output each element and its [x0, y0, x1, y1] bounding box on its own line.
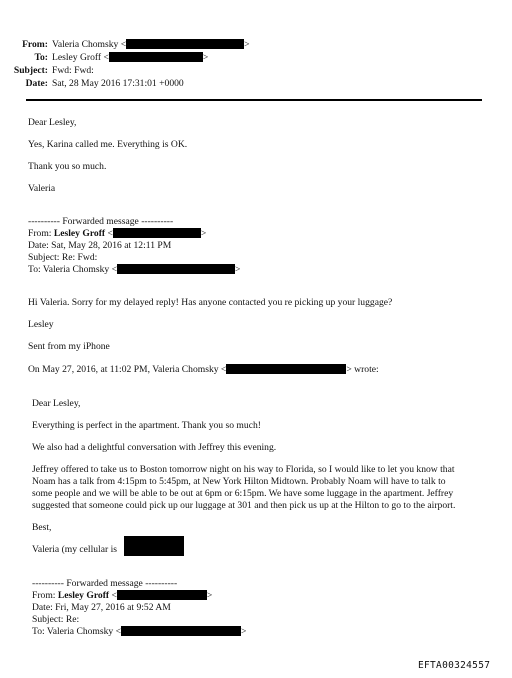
- to-value: Lesley Groff <: [52, 52, 109, 63]
- quoted-paragraph-line: Jeffrey offered to take us to Boston tomorrow night on his way to Florida, so I would like to let you know that: [32, 464, 455, 475]
- forward-subject: Subject: Re:: [32, 614, 80, 625]
- forward-to-row: [28, 264, 240, 276]
- redaction-box: [226, 364, 346, 374]
- quoted-paragraph: We also had a delightful conversation with Jeffrey this evening.: [32, 442, 277, 453]
- redaction-box: [121, 626, 241, 636]
- subject-label: Subject:: [13, 65, 48, 76]
- to-label: To:: [34, 52, 48, 63]
- quoted-cell: Valeria (my cellular is: [32, 544, 117, 555]
- close-bracket: >: [241, 626, 247, 637]
- forward-to-row: [32, 626, 246, 638]
- forward-from-name: Lesley Groff: [57, 590, 110, 601]
- quote-intro: On May 27, 2016, at 11:02 PM, Valeria Chomsky <: [28, 364, 227, 375]
- header-date-row: [0, 73, 184, 91]
- forwarded-divider: ---------- Forwarded message ----------: [28, 216, 174, 227]
- header-divider: [26, 99, 482, 101]
- quote-wrote: > wrote:: [346, 364, 379, 375]
- redaction-box: [109, 52, 203, 62]
- forward-subject: Subject: Re: Fwd:: [28, 252, 98, 263]
- signoff: Valeria: [28, 183, 56, 194]
- quoted-greeting: Dear Lesley,: [32, 398, 81, 409]
- forward-from-open: <: [109, 590, 117, 601]
- forward-from-label: From:: [28, 228, 54, 239]
- forward-to-value: To: Valeria Chomsky <: [32, 626, 122, 637]
- close-bracket: >: [235, 264, 241, 275]
- signoff: Lesley: [28, 319, 54, 330]
- subject-value: Fwd: Fwd:: [52, 65, 94, 76]
- forwarded-divider: ---------- Forwarded message ----------: [32, 578, 178, 589]
- forward-from-row: [28, 228, 206, 240]
- quoted-best: Best,: [32, 522, 52, 533]
- forward-date: Date: Fri, May 27, 2016 at 9:52 AM: [32, 602, 171, 613]
- close-bracket: >: [202, 52, 209, 63]
- body-line: Yes, Karina called me. Everything is OK.: [28, 139, 188, 150]
- forward-from-open: <: [105, 228, 113, 239]
- greeting: Dear Lesley,: [28, 117, 77, 128]
- close-bracket: >: [206, 590, 213, 601]
- forward-from-row: [32, 590, 212, 602]
- forward-to-value: To: Valeria Chomsky <: [28, 264, 118, 275]
- redaction-box: [117, 264, 235, 274]
- quoted-paragraph-line: some people and we will be able to be out at 6pm or 6:15pm. We have some luggage in the apartment. Jeffrey: [32, 488, 454, 499]
- quoted-paragraph: Everything is perfect in the apartment. Thank you so much!: [32, 420, 261, 431]
- forward-date: Date: Sat, May 28, 2016 at 12:11 PM: [28, 240, 172, 251]
- forward-from-label: From:: [32, 590, 58, 601]
- document-id: EFTA00324557: [418, 660, 491, 671]
- from-label: From:: [22, 39, 48, 50]
- quoted-paragraph-line: Noam has a talk from 4:15pm to 5:45pm, at New York Hilton Midtown. Probably Noam will have to talk to: [32, 476, 446, 487]
- redaction-box: [124, 536, 184, 556]
- redaction-box: [113, 228, 201, 238]
- quoted-paragraph-line: suggested that someone could pick up our luggage at 301 and then pick us up at the Hilton to go to the airport.: [32, 500, 456, 511]
- forward-from-name: Lesley Groff: [53, 228, 106, 239]
- quoted-cell-row: [32, 544, 117, 556]
- date-value: Sat, 28 May 2016 17:31:01 +0000: [52, 78, 184, 89]
- from-value: Valeria Chomsky <: [52, 39, 127, 50]
- quote-intro-row: [28, 364, 379, 376]
- close-bracket: >: [244, 39, 250, 50]
- sent-from: Sent from my iPhone: [28, 341, 110, 352]
- close-bracket: >: [200, 228, 207, 239]
- body-line: Hi Valeria. Sorry for my delayed reply! Has anyone contacted you re picking up your luggage?: [28, 297, 393, 308]
- body-line: Thank you so much.: [28, 161, 107, 172]
- redaction-box: [117, 590, 207, 600]
- date-label: Date:: [25, 78, 48, 89]
